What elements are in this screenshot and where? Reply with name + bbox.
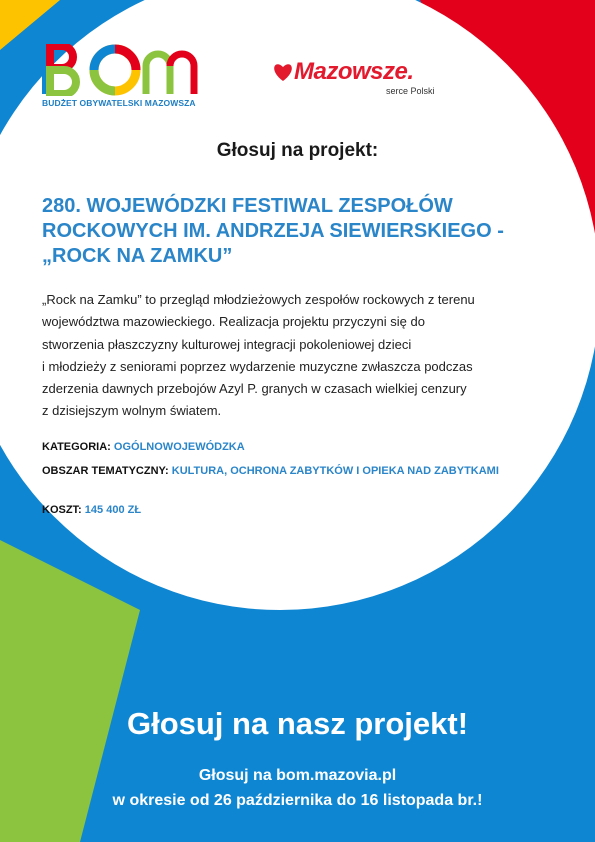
description-line: zderzenia dawnych przebojów Azyl P. granych w czasach wielkiej cenzury: [42, 381, 467, 397]
area-value: KULTURA, OCHRONA ZABYTKÓW I OPIEKA NAD ZABYTKAMI: [171, 465, 499, 477]
bom-letter-b: [42, 46, 76, 94]
bom-logo: [40, 44, 210, 96]
project-title: [42, 194, 542, 269]
cta-details: [0, 763, 595, 813]
cost-label: KOSZT:: [42, 504, 82, 516]
category-value: OGÓLNOWOJEWÓDZKA: [113, 441, 245, 453]
area-row: [42, 464, 522, 478]
description-line: „Rock na Zamku” to przegląd młodzieżowych zespołów rockowych z terenu: [42, 292, 475, 307]
project-title-line: ROCKOWYCH IM. ANDRZEJA SIEWIERSKIEGO -: [42, 220, 504, 242]
cta-headline: Głosuj na nasz projekt!: [126, 706, 469, 741]
description-line: stworzenia płaszczyzny kulturowej integracji pokoleniowej dzieci: [42, 336, 412, 352]
bom-letter-m: [146, 54, 194, 94]
area-label: OBSZAR TEMATYCZNY:: [42, 465, 169, 477]
bom-letter-o: [94, 49, 136, 91]
project-description: [42, 289, 557, 423]
brand-tagline: serce Polski: [386, 86, 435, 96]
brand-name: Mazowsze.: [294, 58, 414, 85]
cta-line: w okresie od 26 października do 16 listopada br.!: [112, 792, 483, 809]
cost-row: [42, 503, 522, 517]
logo-caption: BUDŻET OBYWATELSKI MAZOWSZA: [42, 98, 196, 108]
description-line: z dzisiejszym wolnym światem.: [42, 403, 222, 419]
cost-value: 145 400 ZŁ: [84, 504, 142, 516]
project-title-line: 280. WOJEWÓDZKI FESTIWAL ZESPOŁÓW: [42, 195, 453, 217]
page-heading: Głosuj na projekt:: [216, 140, 379, 161]
heart-icon: [272, 62, 294, 82]
cta-line: Głosuj na bom.mazovia.pl: [198, 767, 397, 784]
category-row: [42, 440, 522, 454]
description-line: i młodzieży z seniorami poprzez wydarzenie muzyczne zwłaszcza podczas: [42, 358, 473, 374]
project-title-line: „ROCK NA ZAMKU”: [42, 245, 233, 267]
description-line: województwa mazowieckiego. Realizacja projektu przyczyni się do: [42, 314, 425, 330]
category-label: KATEGORIA:: [42, 441, 111, 453]
